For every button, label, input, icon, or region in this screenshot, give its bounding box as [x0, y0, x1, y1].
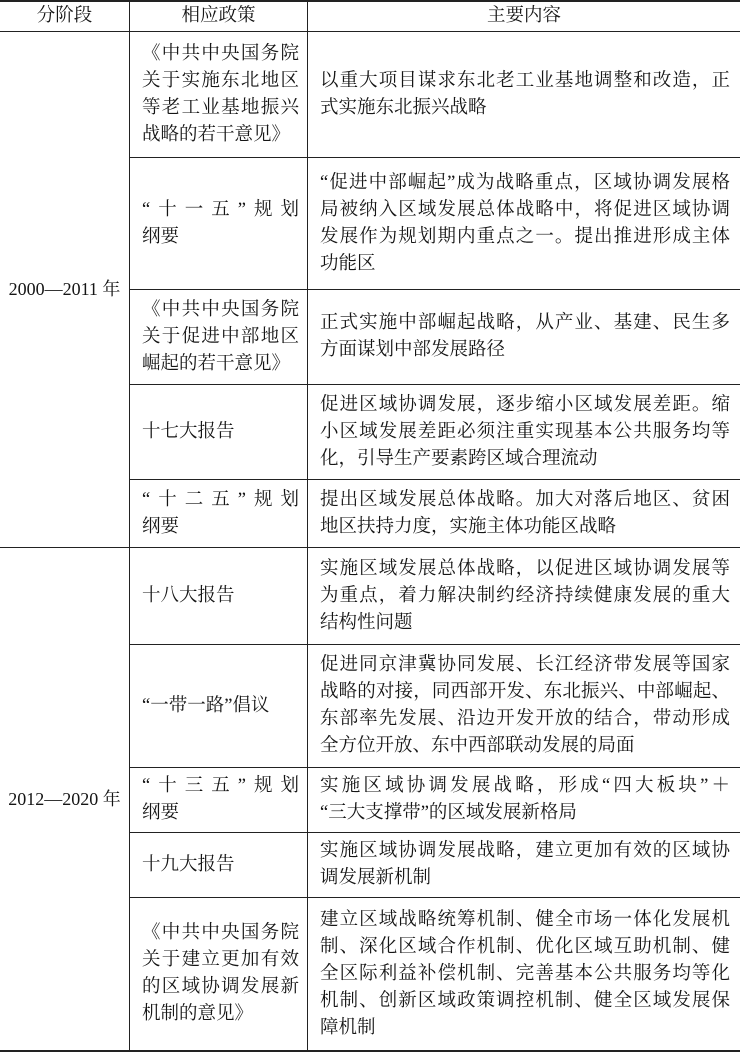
policy-cell — [130, 833, 308, 898]
content-text-line: 发展作为规划期内重点之一。提出推进形成主体 — [320, 226, 730, 247]
policy-text-line: 战略的若干意见》 — [142, 124, 291, 145]
content-text-line: 东部率先发展、沿边开发开放的结合，带动形成 — [320, 709, 730, 729]
policy-text-line: “十三五”规划 — [142, 776, 299, 796]
policy-text-line: 《中共中央国务院 — [142, 43, 299, 64]
policy-text-line: “一带一路”倡议 — [142, 695, 270, 716]
content-text-line: 全区际利益补偿机制、完善基本公共服务均等化 — [320, 963, 730, 984]
content-text-line: 式实施东北振兴战略 — [320, 97, 487, 118]
policy-cell — [130, 645, 308, 768]
content-text-line: 提出区域发展总体战略。加大对落后地区、贫困 — [320, 489, 730, 510]
policy-text-line: 崛起的若干意见》 — [142, 353, 291, 374]
policy-cell — [130, 480, 308, 548]
content-text-line: 化，引导生产要素跨区域合理流动 — [320, 448, 598, 469]
policy-text-line: 十七大报告 — [142, 421, 235, 442]
header-content-text: 主要内容 — [486, 6, 561, 26]
policy-text-line: “十一五”规划 — [142, 199, 299, 220]
content-cell — [308, 645, 740, 768]
content-text-line: 为重点，着力解决制约经济持续健康发展的重大 — [320, 585, 730, 606]
content-text-line: 全方位开放、东中西部联动发展的局面 — [320, 736, 635, 756]
header-content — [308, 2, 740, 32]
content-text-line: 方面谋划中部发展路径 — [320, 340, 506, 360]
policy-text-line: 纲要 — [142, 516, 180, 537]
content-text-line: 局被纳入区域发展总体战略中，将促进区域协调 — [320, 199, 730, 220]
policy-text-line: 机制的意见》 — [142, 1004, 254, 1024]
content-cell — [308, 290, 740, 385]
content-cell — [308, 385, 740, 480]
content-text-line: 促进同京津冀协同发展、长江经济带发展等国家 — [320, 655, 730, 675]
content-text-line: 促进区域协调发展，逐步缩小区域发展差距。缩 — [320, 394, 730, 415]
content-text-line: 建立区域战略统筹机制、健全市场一体化发展机 — [320, 909, 730, 930]
stage-cell — [0, 548, 130, 1050]
content-text-line: 小区域发展差距必须注重实现基本公共服务均等 — [320, 421, 730, 442]
policy-text-line: 十九大报告 — [142, 854, 235, 875]
content-text-line: 地区扶持力度，实施主体功能区战略 — [320, 516, 617, 537]
policy-text-line: 关于实施东北地区 — [142, 70, 299, 91]
policy-text-line: 《中共中央国务院 — [142, 923, 299, 943]
policy-cell — [130, 548, 308, 645]
policy-cell — [130, 898, 308, 1050]
content-text-line: 制、深化区域合作机制、优化区域互助机制、健 — [320, 936, 730, 957]
content-text-line: 以重大项目谋求东北老工业基地调整和改造，正 — [320, 70, 730, 91]
content-cell — [308, 480, 740, 548]
policy-text-line: “十二五”规划 — [142, 489, 299, 510]
content-text-line: 实施区域协调发展战略，形成“四大板块”＋ — [320, 776, 730, 796]
content-cell — [308, 833, 740, 898]
content-text-line: 障机制 — [320, 1017, 376, 1038]
header-policy — [130, 2, 308, 32]
content-text-line: 实施区域协调发展战略，建立更加有效的区域协 — [320, 841, 730, 861]
content-text-line: 正式实施中部崛起战略，从产业、基建、民生多 — [320, 313, 730, 333]
policy-text-line: 关于促进中部地区 — [142, 326, 299, 347]
policy-cell — [130, 768, 308, 833]
content-text-line: “三大支撑带”的区域发展新格局 — [320, 803, 577, 823]
policy-cell — [130, 290, 308, 385]
content-cell — [308, 898, 740, 1050]
content-cell — [308, 158, 740, 290]
content-text-line: 机制、创新区域政策调控机制、健全区域发展保 — [320, 990, 730, 1011]
content-cell — [308, 548, 740, 645]
content-text-line: 实施区域发展总体战略，以促进区域协调发展等 — [320, 558, 730, 579]
policy-text-line: 纲要 — [142, 803, 180, 823]
policy-text-line: 纲要 — [142, 226, 180, 247]
content-text-line: 结构性问题 — [320, 612, 413, 633]
header-policy-text: 相应政策 — [181, 6, 256, 26]
policy-text-line: 关于建立更加有效 — [142, 950, 299, 970]
content-text-line: “促进中部崛起”成为战略重点，区域协调发展格 — [320, 172, 730, 193]
content-cell — [308, 32, 740, 158]
policy-text-line: 的区域协调发展新 — [142, 977, 299, 997]
stage-label: 2000—2011 年 — [8, 279, 121, 299]
policy-cell — [130, 158, 308, 290]
content-cell — [308, 768, 740, 833]
policy-text-line: 十八大报告 — [142, 585, 235, 606]
header-stage-text: 分阶段 — [36, 6, 93, 26]
policy-text-line: 《中共中央国务院 — [142, 299, 299, 320]
content-text-line: 战略的对接，同西部开发、东北振兴、中部崛起、 — [320, 682, 730, 702]
policy-cell — [130, 32, 308, 158]
content-text-line: 调发展新机制 — [320, 868, 432, 888]
policy-cell — [130, 385, 308, 480]
stage-cell — [0, 32, 130, 548]
stage-label: 2012—2020 年 — [8, 788, 121, 809]
header-stage — [0, 2, 130, 32]
policy-text-line: 等老工业基地振兴 — [142, 97, 299, 118]
content-text-line: 功能区 — [320, 253, 376, 274]
